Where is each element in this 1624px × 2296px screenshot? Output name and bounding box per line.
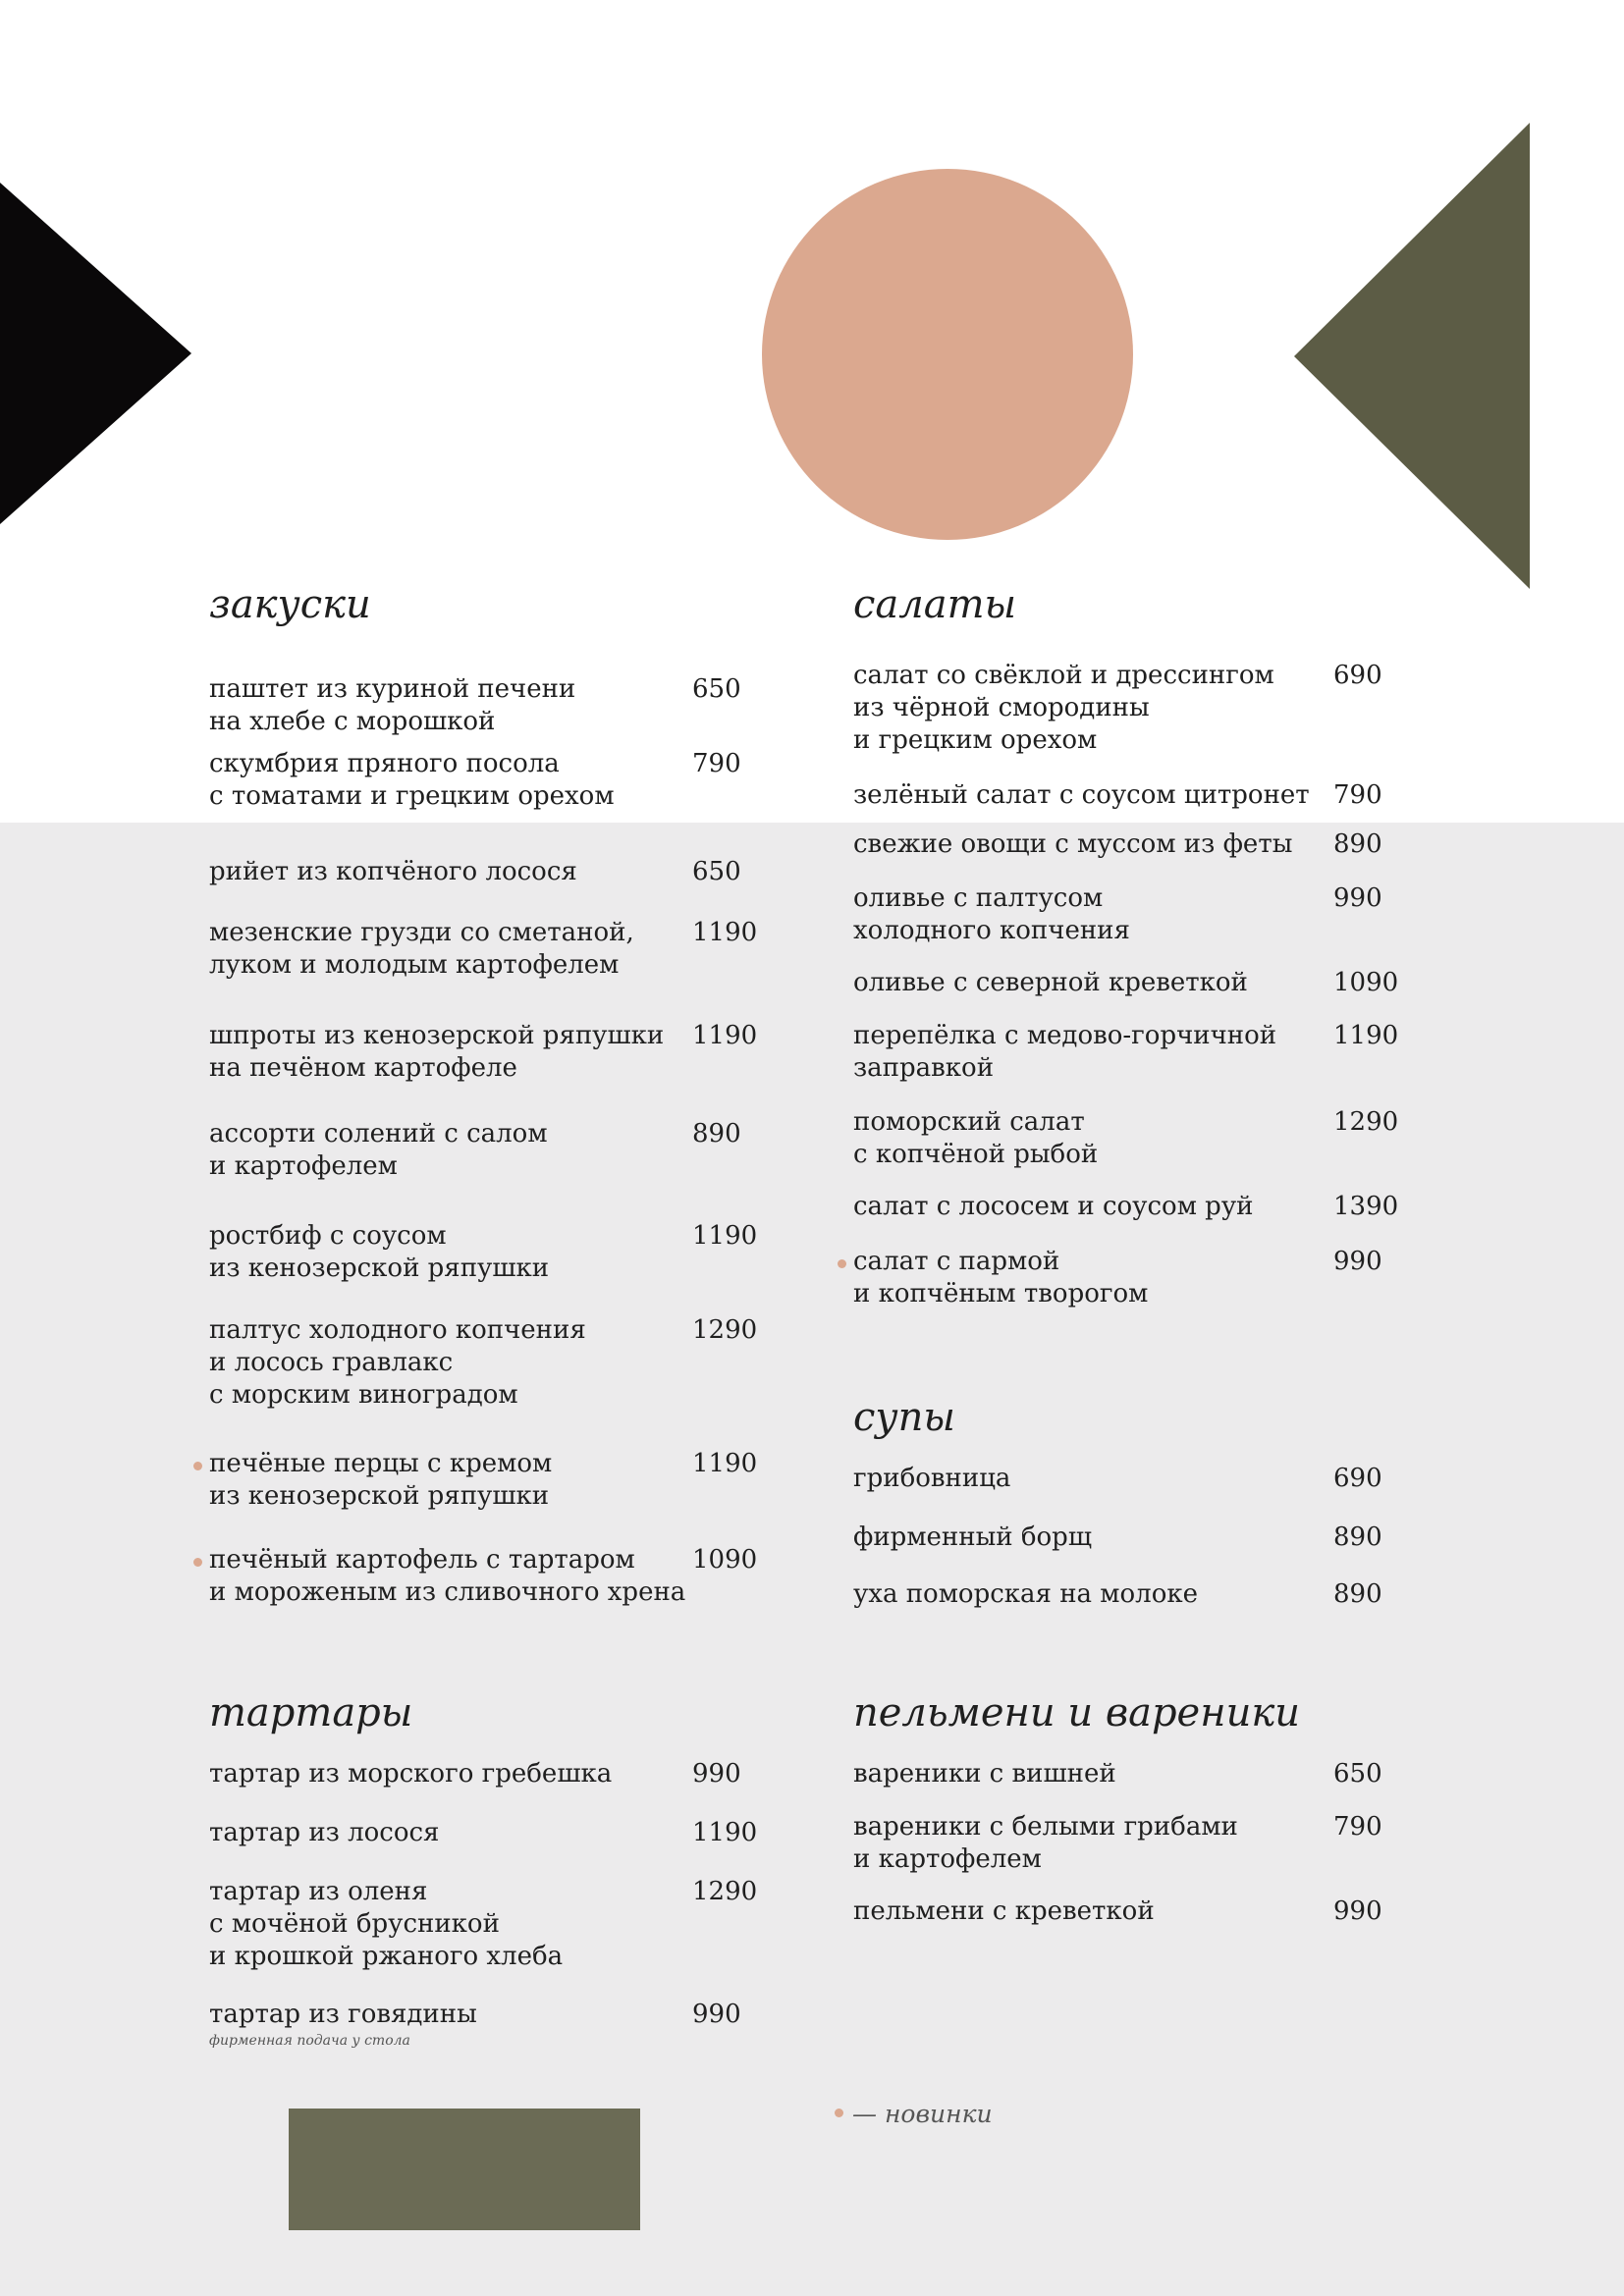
legend-text: — новинки [852,2100,993,2128]
section-title: пельмени и вареники [853,1690,1300,1735]
menu-item-name-line: поморский салат [853,1107,1085,1137]
menu-item [853,1896,1412,1928]
menu-item-price: 650 [1333,1759,1382,1789]
menu-item-name-line: и мороженым из сливочного хрена [209,1577,686,1607]
menu-item-price: 890 [692,1119,741,1148]
menu-item-name-line: оливье с палтусом [853,883,1104,913]
menu-item-name [853,1522,1412,1554]
menu-item-name [209,917,771,982]
menu-item [853,660,1412,757]
menu-item-name-line: тартар из лосося [209,1818,440,1847]
menu-item-name-line: салат с пармой [853,1247,1060,1276]
menu-item-name [209,1758,771,1790]
menu-item [853,1246,1412,1310]
menu-item-name [853,1020,1412,1085]
menu-item-name [853,660,1412,757]
menu-item-name-line: и грецким орехом [853,725,1098,755]
menu-item-price: 790 [1333,780,1382,810]
menu-item-name-line: и картофелем [853,1844,1042,1874]
decorative-triangle-left [0,183,191,524]
menu-item-price: 990 [692,1759,741,1789]
menu-item-price: 1290 [692,1877,758,1906]
menu-item-name-line: вареники с вишней [853,1759,1116,1789]
menu-item-name-line: грибовница [853,1464,1011,1493]
menu-item-name [209,1817,771,1849]
menu-item [853,779,1412,812]
menu-item-name [853,1758,1412,1790]
menu-item-name-line: холодного копчения [853,916,1130,945]
section-title: супы [853,1395,955,1440]
menu-item-name [853,1246,1412,1310]
menu-item-name [209,1544,771,1609]
menu-item [853,1191,1412,1223]
menu-item-name-line: пельмени с креветкой [853,1896,1155,1926]
menu-item-name-line: свежие овощи с муссом из феты [853,829,1293,859]
menu-item-name-line: печёный картофель с тартаром [209,1545,635,1575]
new-item-marker-icon [193,1462,202,1470]
menu-item [853,828,1412,861]
menu-item-price: 1190 [1333,1021,1399,1050]
menu-item-price: 890 [1333,829,1382,859]
menu-item-name-line: паштет из куриной печени [209,674,576,704]
menu-item [209,748,771,813]
menu-item-name-line: на печёном картофеле [209,1053,517,1083]
menu-item-price: 990 [1333,883,1382,913]
menu-item-name-line: палтус холодного копчения [209,1315,586,1345]
menu-item-name-line: вареники с белыми грибами [853,1812,1238,1842]
menu-item-name-line: тартар из говядины [209,2000,477,2029]
menu-item-name-line: фирменный борщ [853,1522,1093,1552]
menu-item-price: 690 [1333,1464,1382,1493]
menu-item-name [853,882,1412,947]
menu-item-price: 1290 [1333,1107,1399,1137]
menu-item-name-line: рийет из копчёного лосося [209,857,577,886]
menu-item-name [209,1220,771,1285]
menu-item-name-line: тартар из оленя [209,1877,428,1906]
menu-item-name-line: ассорти солений с салом [209,1119,548,1148]
menu-item-name [209,1448,771,1513]
menu-item-name-line: из кенозерской ряпушки [209,1481,550,1511]
menu-item-name-line: с мочёной брусникой [209,1909,500,1939]
menu-item-name [209,748,771,813]
menu-item-name-line: салат со свёклой и дрессингом [853,661,1274,690]
menu-item [209,1448,771,1513]
menu-item-price: 690 [1333,661,1382,690]
menu-item-name-line: из чёрной смородины [853,693,1150,722]
menu-item-name-line: на хлебе с морошкой [209,707,496,736]
menu-item-name [853,1896,1412,1928]
menu-item [209,917,771,982]
menu-item-price: 790 [692,749,741,778]
menu-item-name [209,1314,771,1412]
menu-item-name-line: с томатами и грецким орехом [209,781,615,811]
menu-item [209,1999,771,2050]
menu-item [853,1758,1412,1790]
menu-item-name-line: перепёлка с медово-горчичной [853,1021,1277,1050]
menu-item-name [209,673,771,738]
menu-item-name-line: уха поморская на молоке [853,1579,1198,1609]
menu-item [209,1118,771,1183]
menu-item [209,1817,771,1849]
menu-item-name [853,828,1412,861]
menu-item-name-line: зелёный салат с соусом цитронет [853,780,1310,810]
triangle-right-shape [1294,123,1530,589]
menu-item [209,673,771,738]
legend [835,2099,993,2130]
new-item-marker-icon [193,1558,202,1567]
section-pelmeni [853,1689,1382,1926]
menu-item-price: 650 [692,674,741,704]
menu-item [853,882,1412,947]
menu-item-price: 1190 [692,1221,758,1251]
menu-item [209,1876,771,1973]
menu-item-price: 890 [1333,1522,1382,1552]
menu-item [209,1020,771,1085]
menu-item-name-line: заправкой [853,1053,995,1083]
menu-item-price: 1190 [692,1021,758,1050]
menu-item-note: фирменная подача у стола [209,2033,410,2049]
menu-item-price: 990 [1333,1247,1382,1276]
section-salaty [853,581,1399,1308]
menu-item [209,856,771,888]
section-tartary [209,1689,758,2049]
section-zakuski [209,581,758,1607]
menu-item [853,1020,1412,1085]
menu-item [209,1220,771,1285]
triangle-left-shape [0,183,191,524]
menu-item-name-line: тартар из морского гребешка [209,1759,613,1789]
decorative-circle [762,169,1133,540]
menu-item-name-line: салат с лососем и соусом руй [853,1192,1254,1221]
menu-item-name-line: с морским виноградом [209,1380,518,1410]
menu-item-price: 990 [1333,1896,1382,1926]
new-item-marker-icon [835,2109,843,2117]
section-title: салаты [853,582,1017,627]
menu-item [853,1578,1412,1611]
menu-item-price: 890 [1333,1579,1382,1609]
menu-item-name-line: мезенские грузди со сметаной, [209,918,634,947]
menu-item-name-line: шпроты из кенозерской ряпушки [209,1021,665,1050]
menu-item-name-line: скумбрия пряного посола [209,749,560,778]
menu-item [209,1314,771,1412]
menu-item [853,967,1412,999]
menu-item-name [853,1811,1412,1876]
menu-item-name-line: ростбиф с соусом [209,1221,447,1251]
menu-item-price: 1390 [1333,1192,1399,1221]
menu-item-price: 990 [692,2000,741,2029]
menu-item-price: 1190 [692,1449,758,1478]
menu-item-name-line: с копчёной рыбой [853,1140,1099,1169]
menu-item-name [853,1463,1412,1495]
menu-item [209,1544,771,1609]
new-item-marker-icon [838,1259,846,1268]
menu-item-name-line: и лосось гравлакс [209,1348,454,1377]
section-supy [853,1394,1382,1609]
menu-item-name-line: луком и молодым картофелем [209,950,620,980]
menu-item-name [853,1578,1412,1611]
menu-item [853,1811,1412,1876]
menu-item [853,1106,1412,1171]
menu-item-name-line: и копчёным творогом [853,1279,1149,1308]
menu-item-price: 1190 [692,918,758,947]
menu-item-price: 1090 [1333,968,1399,997]
decorative-triangle-right [1294,123,1530,589]
menu-item [853,1522,1412,1554]
menu-item-price: 650 [692,857,741,886]
menu-item-price: 1290 [692,1315,758,1345]
menu-item-name [853,1106,1412,1171]
menu-item-price: 1190 [692,1818,758,1847]
menu-item-name [853,967,1412,999]
menu-item-name [209,856,771,888]
menu-item-name [853,779,1412,812]
menu-item-name [209,1999,771,2031]
decorative-bottom-block [289,2109,640,2230]
menu-item [209,1758,771,1790]
menu-item-name-line: печёные перцы с кремом [209,1449,553,1478]
menu-item-name [853,1191,1412,1223]
menu-item-name-line: оливье с северной креветкой [853,968,1248,997]
section-title: закуски [209,582,371,627]
menu-item [853,1463,1412,1495]
section-title: тартары [209,1690,413,1735]
menu-item-name-line: и крошкой ржаного хлеба [209,1942,564,1971]
menu-item-name [209,1876,771,1973]
menu-item-price: 790 [1333,1812,1382,1842]
menu-item-name [209,1118,771,1183]
menu-item-name [209,1020,771,1085]
menu-item-name-line: и картофелем [209,1151,398,1181]
menu-item-name-line: из кенозерской ряпушки [209,1254,550,1283]
menu-item-price: 1090 [692,1545,758,1575]
